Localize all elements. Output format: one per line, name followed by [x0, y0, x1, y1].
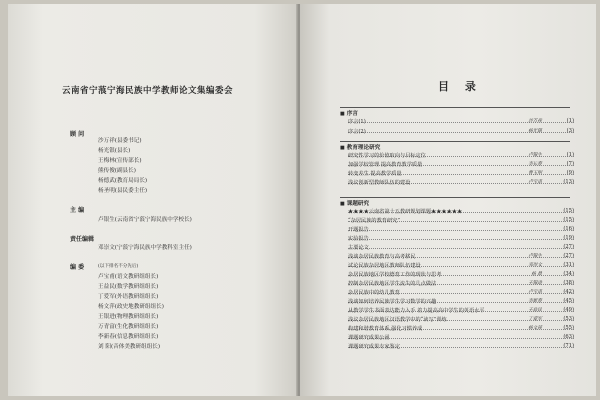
toc-entry-title: 序言(1): [348, 119, 366, 125]
toc-entry: [348, 280, 574, 287]
toc-entry-page: (63): [563, 334, 574, 340]
toc-entry: [348, 316, 574, 323]
toc-entry-author: 杨光银: [528, 129, 542, 134]
toc-entry-page: (27): [563, 253, 574, 259]
committee-member: 卢宝甫(语文教研组组长): [98, 274, 159, 280]
toc-entry-author: 邓崇文: [528, 263, 542, 268]
toc-entry: [348, 244, 574, 251]
toc-entry-page: (42): [563, 289, 574, 295]
toc-entry-title: 研究性学习的价值取向与目标定位: [348, 153, 426, 159]
section-rule: [340, 141, 570, 142]
committee-member: 李新春(信息教研组组长): [98, 334, 159, 340]
toc-entry: [348, 343, 574, 350]
committee-member: 王银进(物理教研组组长): [98, 314, 159, 320]
toc-entry-author: 卢宝甫: [528, 180, 542, 185]
toc-entry-title: 实验报告: [348, 236, 369, 242]
toc-entry-author: 李长春: [528, 162, 542, 167]
committee-member: 丁爱军(外语教研组组长): [98, 294, 159, 300]
toc-section-heading: ■ 教育理论研究: [340, 143, 380, 151]
toc-entry-page: (9): [566, 170, 574, 176]
advisor-name: 沙万祥(县委书记): [98, 138, 142, 144]
toc-entry-title: 序言(2): [348, 129, 366, 135]
editor-label: 主 编: [70, 207, 85, 214]
toc-entry-title: 杂居民族地区学校德育工作的现状与思考: [348, 272, 442, 278]
toc-entry-page: (19): [563, 235, 574, 241]
advisor-name: 杨德武(教育局局长): [98, 178, 148, 184]
responsible-editor-label: 责任编辑: [70, 236, 95, 243]
toc-entry: [348, 262, 574, 269]
committee-note: (以下排名不分先后): [98, 264, 139, 269]
toc-entry-author: 卢银生: [528, 153, 542, 158]
toc-entry-page: (15): [563, 208, 574, 214]
toc-entry-title: 浅谈如何培养民族学生学习数学的兴趣: [348, 299, 437, 305]
advisors-label: 顾 问: [70, 131, 85, 138]
toc-entry-title: 转变差生 提高教学质量: [348, 171, 402, 177]
responsible-editor-name: 邓崇文(宁蒗宁海民族中学教科室主任): [98, 245, 192, 251]
toc-entry: [348, 289, 574, 296]
toc-entry-page: (13): [563, 179, 574, 185]
toc-entry-page: (1): [566, 118, 574, 124]
toc-entry-title: 开题报告: [348, 227, 369, 233]
toc-entry-title: “杂居民族的教育研究”: [348, 218, 400, 224]
toc-entry: [348, 298, 574, 305]
toc-entry-author: 王银进: [528, 281, 542, 286]
toc-entry: [348, 217, 574, 224]
toc-entry-author: 沙万祥: [528, 119, 542, 124]
toc-entry-page: (1): [566, 152, 574, 158]
editor-name: 卢银生(云南省宁蒗宁海民族中学校长): [98, 217, 192, 223]
toc-entry-page: (27): [563, 244, 574, 250]
toc-entry-author: 丁爱军: [528, 317, 542, 322]
toc-entry: [348, 118, 574, 125]
toc-entry-page: (45): [563, 298, 574, 304]
toc-entry-page: (34): [563, 271, 574, 277]
toc-title: 目 录: [438, 80, 482, 93]
toc-entry-page: (55): [563, 325, 574, 331]
toc-entry-title: 浅议杂居民族地区汉语教学中的“读写”训练: [348, 317, 447, 323]
toc-entry-page: (49): [563, 307, 574, 313]
toc-entry-title: 控制杂居民族地区学生流失的几点做法: [348, 281, 437, 287]
toc-section-heading: ■ 课题研究: [340, 199, 369, 207]
toc-entry-title: 浅议创新型教师队伍的建设: [348, 180, 411, 186]
toc-entry-page: (15): [563, 217, 574, 223]
committee-label: 编 委: [70, 264, 85, 271]
committee-title: 云南省宁蒗宁海民族中学教师论文集编委会: [62, 86, 234, 96]
toc-entry-author: 曹玉明: [528, 171, 542, 176]
advisor-name: 王梅林(宣传部长): [98, 158, 142, 164]
toc-entry: [348, 161, 574, 168]
toc-entry: [348, 253, 574, 260]
committee-member: 万青富(生化教研组组长): [98, 324, 159, 330]
right-page: [300, 4, 596, 396]
committee-member: 王益民(数学教研组组长): [98, 284, 159, 290]
toc-entry-page: (31): [563, 262, 574, 268]
toc-entry: [348, 271, 574, 278]
toc-entry-author: 卢银生: [528, 254, 542, 259]
toc-entry: [348, 235, 574, 242]
toc-entry-page: (53): [563, 316, 574, 322]
section-rule: [340, 107, 570, 108]
toc-entry-title: 试论民族杂居地区教师队伍建设: [348, 263, 421, 269]
toc-entry-title: 课题研究成果公函: [348, 335, 390, 341]
toc-entry-author: 杨 晨: [531, 272, 542, 277]
toc-section-heading: ■ 序言: [340, 109, 358, 117]
advisor-name: 熊传俊(副县长): [98, 168, 136, 174]
toc-entry-title: 杂居民族中的幼儿教育: [348, 290, 400, 296]
toc-entry: [348, 334, 574, 341]
toc-entry-title: 构建和谐教育体系,强化习惯养成: [348, 326, 423, 332]
toc-entry-author: 卢宝甫: [528, 290, 542, 295]
toc-entry-page: (71): [563, 343, 574, 349]
toc-entry: [348, 226, 574, 233]
toc-entry-title: 浅谈杂居民族教育与高考移民: [348, 254, 416, 260]
toc-entry-author: 李新春: [528, 299, 542, 304]
toc-entry-title: 课题研究成果专家鉴定: [348, 344, 400, 350]
left-page: [8, 4, 298, 396]
section-rule: [340, 197, 570, 198]
toc-entry-title: ★★★★云南省第十五教研规划课题★★★★★★: [348, 209, 463, 215]
toc-entry-page: (3): [566, 128, 574, 134]
toc-entry-title: 主要论文: [348, 245, 369, 251]
toc-entry: [348, 325, 574, 332]
toc-entry: [348, 208, 574, 215]
toc-entry-title: 加强学校管理 提高教育教学质量: [348, 162, 423, 168]
toc-entry-page: (38): [563, 280, 574, 286]
toc-entry-author: 杨文萍: [528, 326, 542, 331]
toc-entry-page: (7): [566, 161, 574, 167]
advisor-name: 杨圣明(县民委主任): [98, 188, 148, 194]
toc-entry-author: 王益民: [528, 308, 542, 313]
toc-entry: [348, 128, 574, 135]
toc-entry: [348, 170, 574, 177]
committee-member: 刘 阳(音体美教研组组长): [98, 344, 161, 350]
toc-entry: [348, 152, 574, 159]
open-book: [8, 4, 596, 396]
toc-entry: [348, 307, 574, 314]
toc-entry: [348, 179, 574, 186]
committee-member: 杨文萍(政史地教研组组长): [98, 304, 164, 310]
toc-entry-title: 从教学学生书面表达能力入手 着力提高高中学生的英语水平: [348, 308, 485, 314]
advisor-name: 杨光银(县长): [98, 148, 131, 154]
toc-entry-page: (16): [563, 226, 574, 232]
